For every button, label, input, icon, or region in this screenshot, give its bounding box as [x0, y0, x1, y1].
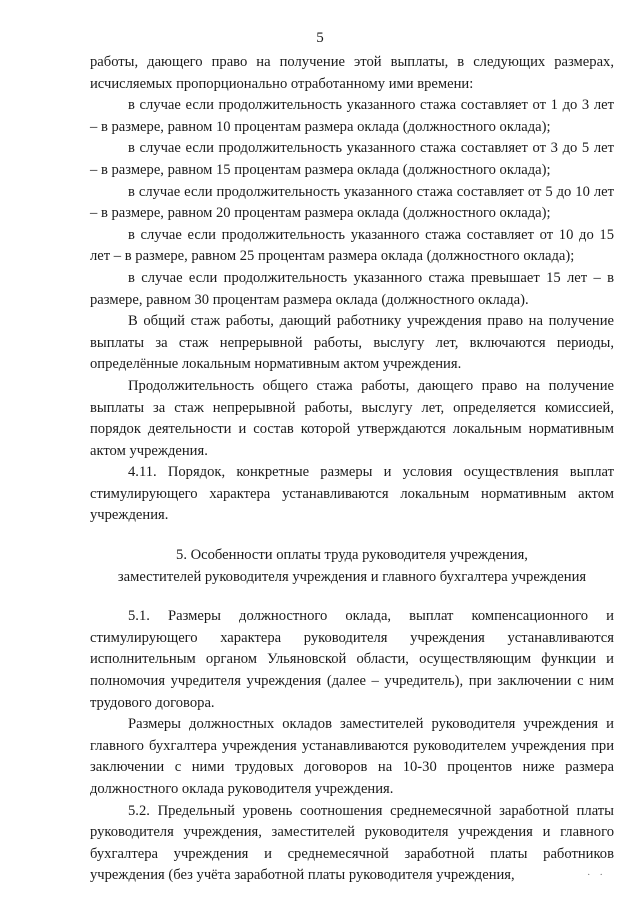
- scan-specks: · ·: [586, 869, 606, 881]
- paragraph-continuation: работы, дающего право на получение этой выплаты, в следующих размерах, исчисляемых пропорционально отработанному ими времени:: [90, 54, 614, 92]
- paragraph-deputy-salaries: Размеры должностных окладов заместителей руководителя учреждения и главного бухгалтера учреждения устанавливаются руководителем учреждения при заключении с ними трудовых договоров на 10-30 процентов ниже размера должностного оклада руководителя учреждения.: [90, 716, 614, 797]
- paragraph-stage-3-5: в случае если продолжительность указанного стажа составляет от 3 до 5 лет – в размере, равном 15 процентам размера оклада (должностного оклада);: [90, 140, 614, 178]
- document-body: [90, 52, 614, 887]
- paragraph-5-2: 5.2. Предельный уровень соотношения среднемесячной заработной платы руководителя учреждения, заместителей руководителя учреждения и главного бухгалтера учреждения и среднемесячной заработной платы работников учреждения (без учёта заработной платы руководителя учреждения,: [90, 802, 614, 884]
- section-heading-line-1: 5. Особенности оплаты труда руководителя учреждения,: [176, 547, 528, 564]
- paragraph-stage-5-10: в случае если продолжительность указанного стажа составляет от 5 до 10 лет – в размере, равном 20 процентам размера оклада (должностного оклада);: [90, 183, 614, 222]
- paragraph-stage-over-15: в случае если продолжительность указанного стажа превышает 15 лет – в размере, равном 30 процентам размера оклада (должностного оклада).: [90, 269, 614, 308]
- paragraph-5-1: 5.1. Размеры должностного оклада, выплат компенсационного и стимулирующего характера руководителя учреждения устанавливаются исполнительным органом Ульяновской области, осуществляющим функции и полномочия учредителя учреждения (далее – учредитель), при заключении с ним трудового договора.: [90, 608, 614, 711]
- page-number: 5: [316, 30, 324, 46]
- section-heading-line-2: заместителей руководителя учреждения и главного бухгалтера учреждения: [117, 568, 587, 585]
- section-heading: [90, 545, 614, 588]
- paragraph-stage-duration: Продолжительность общего стажа работы, дающего право на получение выплаты за стаж непрерывной работы, выслугу лет, определяется комиссией, порядок деятельности и состав которой утверждаются локальным нормативным актом учреждения.: [90, 377, 614, 459]
- paragraph-stage-10-15: в случае если продолжительность указанного стажа составляет от 10 до 15 лет – в размере, равном 25 процентам размера оклада (должностного оклада);: [90, 226, 614, 265]
- paragraph-4-11: 4.11. Порядок, конкретные размеры и условия осуществления выплат стимулирующего характера устанавливаются локальным нормативным актом учреждения.: [90, 464, 614, 524]
- paragraph-total-stage: В общий стаж работы, дающий работнику учреждения право на получение выплаты за стаж непрерывной работы, выслугу лет, включаются периоды, определённые локальным нормативным актом учреждения.: [90, 313, 614, 373]
- paragraph-stage-1-3: в случае если продолжительность указанного стажа составляет от 1 до 3 лет – в размере, равном 10 процентам размера оклада (должностного оклада);: [90, 97, 614, 135]
